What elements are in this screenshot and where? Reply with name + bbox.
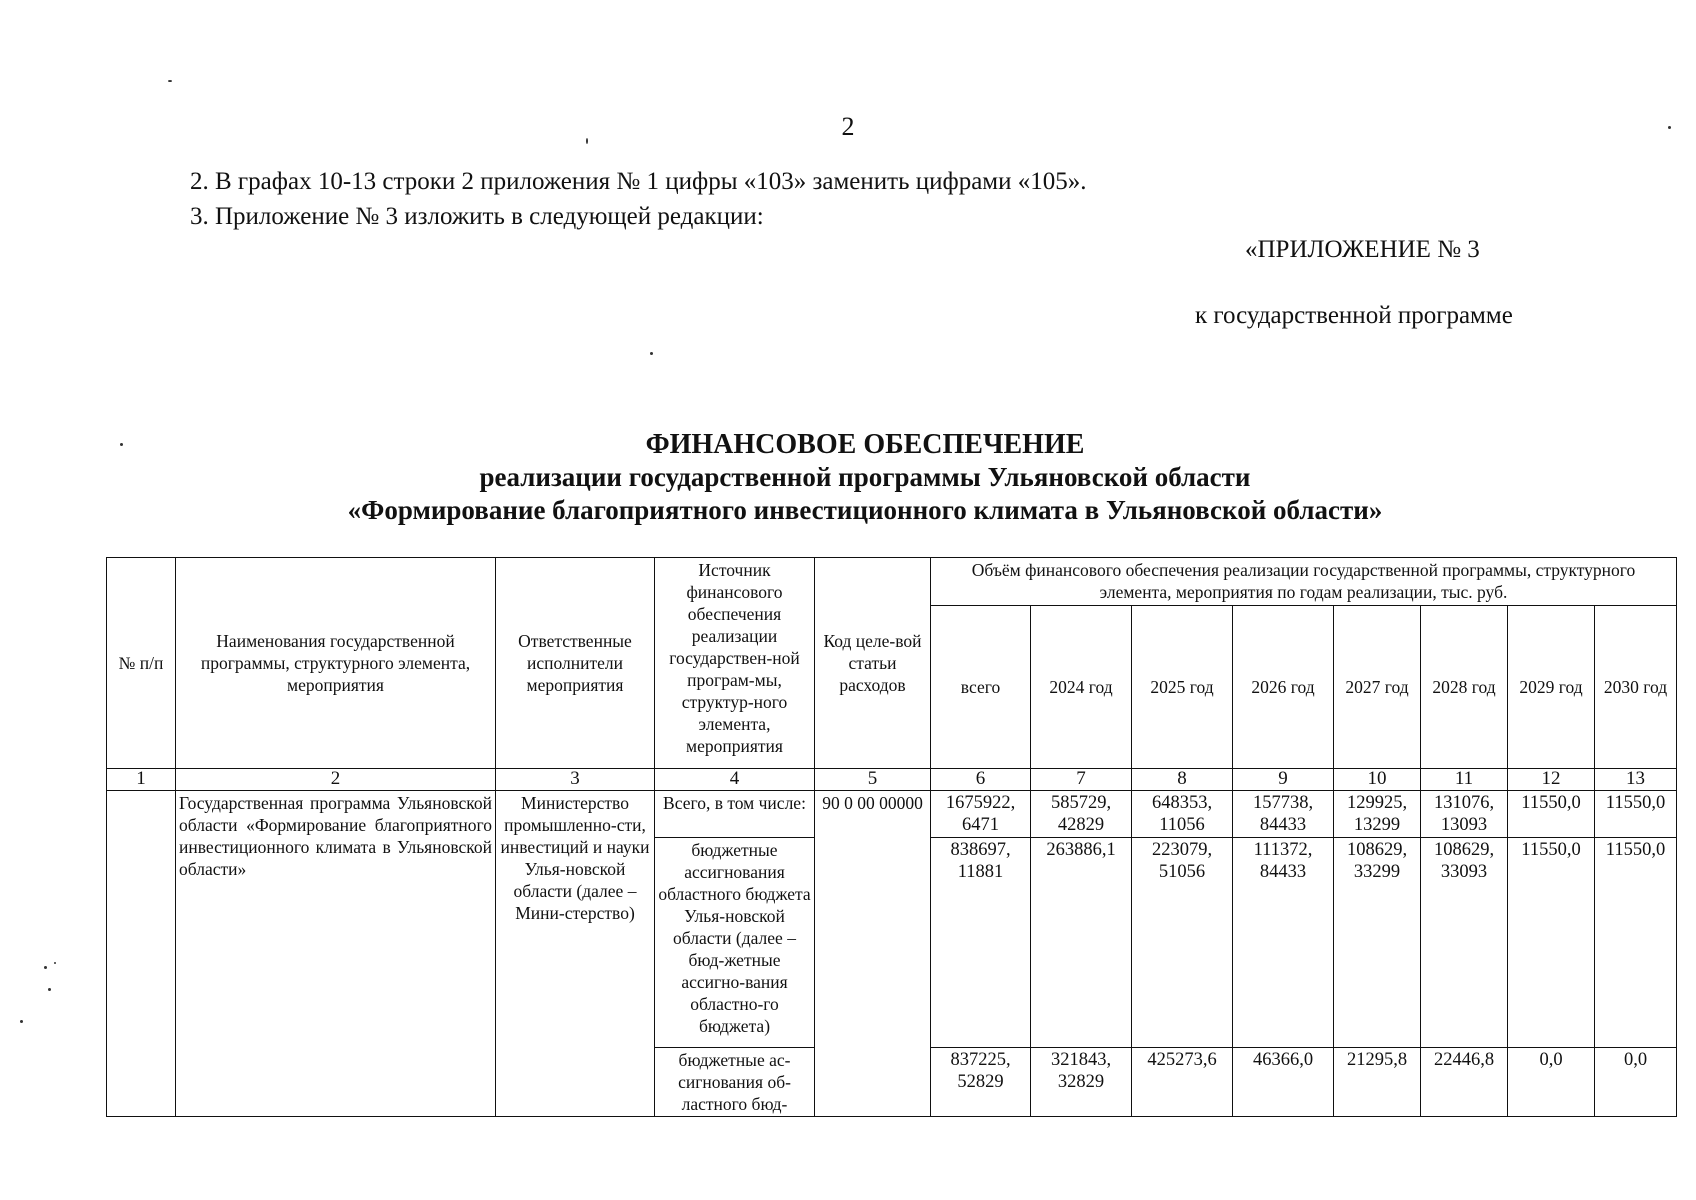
header-year-2027: 2027 год: [1334, 606, 1421, 769]
column-number: 6: [931, 769, 1031, 791]
scan-speck: [20, 1020, 23, 1023]
appendix-heading: «ПРИЛОЖЕНИЕ № 3: [1245, 236, 1480, 263]
value-2030: 0,0: [1595, 1048, 1677, 1117]
value-total: 1675922, 6471: [931, 791, 1031, 838]
column-number: 13: [1595, 769, 1677, 791]
value-2030: 11550,0: [1595, 791, 1677, 838]
scan-speck: [44, 966, 47, 969]
scan-speck: [168, 80, 172, 82]
value-2024: 263886,1: [1031, 838, 1132, 1048]
value-2025: 648353, 11056: [1132, 791, 1233, 838]
value-2028: 108629, 33093: [1421, 838, 1508, 1048]
header-source: Источник финансового обеспечения реализации государствен-ной програм-мы, структур-ного элемента, мероприятия: [655, 558, 815, 769]
value-2028: 131076, 13093: [1421, 791, 1508, 838]
header-volume-group: Объём финансового обеспечения реализации государственной программы, структурного элемента, мероприятия по годам реализации, тыс. руб.: [931, 558, 1677, 606]
financing-table: [106, 557, 1677, 1117]
amendment-paragraph-3: 3. Приложение № 3 изложить в следующей редакции:: [190, 203, 764, 230]
column-number: 5: [815, 769, 931, 791]
header-year-2028: 2028 год: [1421, 606, 1508, 769]
page-number: 2: [841, 112, 855, 141]
column-number: 8: [1132, 769, 1233, 791]
title-line-2: реализации государственной программы Ульяновской области: [479, 462, 1251, 492]
header-code: Код целе-вой статьи расходов: [815, 558, 931, 769]
column-number: 9: [1233, 769, 1334, 791]
program-number: [107, 791, 176, 1117]
value-2026: 157738, 84433: [1233, 791, 1334, 838]
scan-speck: [650, 352, 653, 355]
column-number: 7: [1031, 769, 1132, 791]
value-2027: 108629, 33299: [1334, 838, 1421, 1048]
program-name: Государственная программа Ульяновской области «Формирование благоприятного инвестиционного климата в Ульяновской области»: [176, 791, 496, 1117]
value-2027: 129925, 13299: [1334, 791, 1421, 838]
document-title: [0, 428, 1696, 527]
value-2025: 223079, 51056: [1132, 838, 1233, 1048]
value-2029: 0,0: [1508, 1048, 1595, 1117]
value-total: 838697, 11881: [931, 838, 1031, 1048]
value-2024: 321843, 32829: [1031, 1048, 1132, 1117]
source-total: Всего, в том числе:: [655, 791, 815, 838]
column-number: 10: [1334, 769, 1421, 791]
header-year-2026: 2026 год: [1233, 606, 1334, 769]
column-number: 1: [107, 769, 176, 791]
header-year-2029: 2029 год: [1508, 606, 1595, 769]
scan-speck: [48, 988, 51, 991]
column-number: 2: [176, 769, 496, 791]
scan-speck: [586, 138, 588, 144]
column-number: 11: [1421, 769, 1508, 791]
amendment-paragraph-2: 2. В графах 10-13 строки 2 приложения № 1 цифры «103» заменить цифрами «105».: [190, 168, 1087, 195]
column-number: 3: [496, 769, 655, 791]
appendix-subheading: к государственной программе: [1195, 302, 1513, 329]
value-2027: 21295,8: [1334, 1048, 1421, 1117]
value-total: 837225, 52829: [931, 1048, 1031, 1117]
header-executor: Ответственные исполнители мероприятия: [496, 558, 655, 769]
title-line-1: ФИНАНСОВОЕ ОБЕСПЕЧЕНИЕ: [645, 429, 1085, 460]
value-2030: 11550,0: [1595, 838, 1677, 1048]
value-2029: 11550,0: [1508, 838, 1595, 1048]
value-2025: 425273,6: [1132, 1048, 1233, 1117]
header-year-2025: 2025 год: [1132, 606, 1233, 769]
source-regional-budget-other: бюджетные ас-сигнования об-ластного бюд-: [655, 1048, 815, 1117]
header-year-2024: 2024 год: [1031, 606, 1132, 769]
column-number: 12: [1508, 769, 1595, 791]
scan-speck: [1668, 126, 1671, 129]
value-2028: 22446,8: [1421, 1048, 1508, 1117]
value-2024: 585729, 42829: [1031, 791, 1132, 838]
value-2026: 46366,0: [1233, 1048, 1334, 1117]
title-line-3: «Формирование благоприятного инвестиционного климата в Ульяновской области»: [347, 495, 1383, 525]
value-2026: 111372, 84433: [1233, 838, 1334, 1048]
header-number: № п/п: [107, 558, 176, 769]
program-executor: Министерство промышленно-сти, инвестиций и науки Улья-новской области (далее – Мини-стерство): [496, 791, 655, 1117]
column-number: 4: [655, 769, 815, 791]
source-regional-budget: бюджетные ассигнования областного бюджета Улья-новской области (далее – бюд-жетные ассигно-вания областно-го бюджета): [655, 838, 815, 1048]
header-name: Наименования государственной программы, структурного элемента, мероприятия: [176, 558, 496, 769]
scan-speck: [120, 443, 123, 446]
header-year-2030: 2030 год: [1595, 606, 1677, 769]
header-total: всего: [931, 606, 1031, 769]
scan-speck: [54, 962, 56, 964]
program-code: 90 0 00 00000: [815, 791, 931, 1117]
value-2029: 11550,0: [1508, 791, 1595, 838]
